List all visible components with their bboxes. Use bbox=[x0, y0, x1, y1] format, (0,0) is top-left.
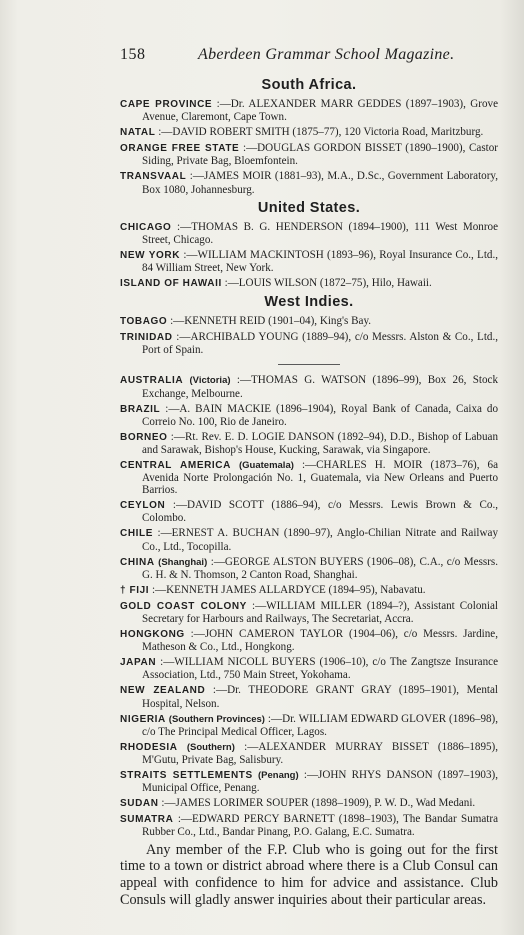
consul-details: :—Dr. WILLIAM EDWARD GLOVER (1896–98), c/o The Principal Medical Officer, Lagos. bbox=[142, 712, 499, 738]
consul-entry bbox=[120, 221, 498, 246]
consul-entry bbox=[120, 584, 498, 597]
place-name: ISLAND OF HAWAII bbox=[120, 278, 222, 290]
page-header bbox=[120, 46, 500, 64]
consul-details: :—Rt. Rev. E. D. LOGIE DANSON (1892–94), D.D., Bishop of Labuan and Sarawak, Bishop's House, Kucking, Sarawak, via Singapore. bbox=[142, 430, 498, 456]
place-name: NIGERIA bbox=[120, 713, 166, 725]
place-name: NATAL bbox=[120, 127, 156, 139]
running-title: Aberdeen Grammar School Magazine. bbox=[198, 46, 455, 63]
consul-details: :—KENNETH JAMES ALLARDYCE (1894–95), Nabavatu. bbox=[151, 583, 426, 596]
place-qualifier: (Penang) bbox=[257, 770, 299, 782]
place-name: † FIJI bbox=[120, 584, 150, 596]
consul-details: :—ERNEST A. BUCHAN (1890–97), Anglo-Chilian Nitrate and Railway Co., Ltd., Tocopilla. bbox=[142, 527, 498, 553]
consul-entry bbox=[120, 713, 498, 738]
place-name: CHICAGO bbox=[120, 221, 172, 233]
place-name: AUSTRALIA bbox=[120, 375, 184, 387]
place-name: CAPE PROVINCE bbox=[120, 99, 213, 110]
place-name: RHODESIA bbox=[120, 741, 178, 753]
place-qualifier: (Guatemala) bbox=[238, 459, 294, 471]
place-name: HONGKONG bbox=[120, 629, 185, 641]
consul-details: :—ARCHIBALD YOUNG (1889–94), c/o Messrs. Alston & Co., Ltd., Port of Spain. bbox=[142, 331, 498, 357]
place-qualifier: (Victoria) bbox=[189, 375, 231, 387]
consul-details: :—DAVID SCOTT (1886–94), c/o Messrs. Lewis Brown & Co., Colombo. bbox=[142, 499, 498, 525]
consul-entry bbox=[120, 656, 498, 681]
place-qualifier: (Southern) bbox=[186, 741, 235, 753]
consul-entry bbox=[120, 628, 498, 653]
consul-entry bbox=[120, 170, 498, 195]
consul-details: :—EDWARD PERCY BARNETT (1898–1903), The Bandar Sumatra Rubber Co., Ltd., Bandar Pinang, P.O. Galang, E.C. Sumatra. bbox=[142, 813, 498, 839]
consul-entry bbox=[120, 797, 498, 810]
section-title: South Africa. bbox=[261, 77, 357, 93]
place-name: NEW ZEALAND bbox=[120, 685, 206, 697]
consul-entry bbox=[120, 813, 498, 838]
consul-entry bbox=[120, 374, 498, 399]
consul-entry bbox=[120, 459, 498, 496]
consul-entry bbox=[120, 249, 498, 274]
consul-details: :—DAVID ROBERT SMITH (1875–77), 120 Victoria Road, Maritzburg. bbox=[158, 126, 484, 139]
place-name: TRANSVAAL bbox=[120, 171, 187, 183]
consul-details: :—KENNETH REID (1901–04), King's Bay. bbox=[170, 315, 372, 328]
consul-details: :—JOHN CAMERON TAYLOR (1904–06), c/o Messrs. Jardine, Matheson & Co., Ltd., Hongkong. bbox=[142, 628, 498, 654]
consul-details: :—WILLIAM MACKINTOSH (1893–96), Royal Insurance Co., Ltd., 84 William Street, New York. bbox=[142, 248, 499, 274]
place-name: TOBAGO bbox=[120, 316, 168, 328]
consul-details: :—A. BAIN MACKIE (1896–1904), Royal Bank of Canada, Caixa do Correio No. 100, Rio de Janeiro. bbox=[142, 402, 498, 428]
consul-entry bbox=[120, 277, 498, 290]
consul-details: :—DOUGLAS GORDON BISSET (1890–1900), Castor Siding, Private Bag, Bloemfontein. bbox=[142, 142, 498, 168]
consul-entry bbox=[120, 126, 498, 139]
place-name: TRINIDAD bbox=[120, 332, 173, 344]
consul-details: :—ALEXANDER MURRAY BISSET (1886–1895), M'Gutu, Private Bag, Salisbury. bbox=[142, 740, 499, 766]
consul-entry bbox=[120, 403, 498, 428]
consul-entry bbox=[120, 741, 498, 766]
place-name: NEW YORK bbox=[120, 249, 181, 261]
consul-details: :—WILLIAM MILLER (1894–?), Assistant Colonial Secretary for Harbours and Railways, The Secretariat, Accra. bbox=[142, 599, 498, 625]
section-divider bbox=[278, 364, 340, 365]
place-name: SUMATRA bbox=[120, 814, 174, 826]
place-name: CHINA bbox=[120, 556, 155, 568]
place-name: BRAZIL bbox=[120, 403, 161, 415]
consul-details: :—JAMES LORIMER SOUPER (1898–1909), P. W. D., Wad Medani. bbox=[161, 797, 476, 810]
consul-entry bbox=[120, 431, 498, 456]
place-qualifier: (Southern Provinces) bbox=[168, 713, 265, 725]
consul-entry bbox=[120, 315, 498, 328]
section-title: United States. bbox=[257, 199, 361, 216]
other-consuls bbox=[120, 374, 498, 838]
consul-details: :—THOMAS B. G. HENDERSON (1894–1900), 111 West Monroe Street, Chicago. bbox=[142, 220, 498, 246]
consul-details: :—CHARLES H. MOIR (1873–76), 6a Avenida Norte Prolongación No. 1, Guatemala, via New Orleans and Puerto Barrios. bbox=[142, 458, 499, 497]
consul-details: :—WILLIAM NICOLL BUYERS (1906–10), c/o The Zangtsze Insurance Association, Ltd., 750 Main Street, Yokohama. bbox=[142, 656, 498, 682]
consul-details: :—GEORGE ALSTON BUYERS (1906–08), C.A., c/o Messrs. G. H. & N. Thomson, 2 Canton Road, Shanghai. bbox=[142, 555, 498, 581]
place-name: GOLD COAST COLONY bbox=[120, 600, 247, 612]
closing-paragraph: Any member of the F.P. Club who is going out for the first time to a town or district abroad where there is a Club Consul can appeal with confidence to him for advice and assistance. Club Consuls will gladly answer inquiries about their particular areas. bbox=[120, 841, 498, 908]
consul-details: :—Dr. ALEXANDER MARR GEDDES (1897–1903), Grove Avenue, Claremont, Cape Town. bbox=[142, 98, 499, 124]
consul-entry bbox=[120, 769, 498, 794]
consul-entry bbox=[120, 600, 498, 625]
place-name: CENTRAL AMERICA bbox=[120, 459, 231, 471]
place-name: ORANGE FREE STATE bbox=[120, 143, 240, 155]
place-name: CEYLON bbox=[120, 500, 166, 512]
consul-details: :—JAMES MOIR (1881–93), M.A., D.Sc., Government Laboratory, Box 1080, Johannesburg. bbox=[142, 170, 499, 196]
place-name: CHILE bbox=[120, 528, 153, 540]
consul-entry bbox=[120, 556, 498, 581]
consul-entry bbox=[120, 142, 498, 167]
consul-entry bbox=[120, 684, 498, 709]
place-name: BORNEO bbox=[120, 431, 168, 443]
consul-entry bbox=[120, 527, 498, 552]
place-name: STRAITS SETTLEMENTS bbox=[120, 770, 253, 782]
place-name: JAPAN bbox=[120, 657, 157, 669]
place-qualifier: (Shanghai) bbox=[158, 556, 208, 568]
page-number: 158 bbox=[120, 46, 146, 63]
consuls-list bbox=[120, 76, 498, 909]
consul-details: :—THOMAS G. WATSON (1896–99), Box 26, Stock Exchange, Melbourne. bbox=[142, 374, 498, 400]
consul-entry bbox=[120, 98, 498, 123]
place-name: SUDAN bbox=[120, 798, 159, 810]
consul-entry bbox=[120, 331, 498, 356]
consul-details: :—LOUIS WILSON (1872–75), Hilo, Hawaii. bbox=[224, 277, 432, 290]
consul-entry bbox=[120, 499, 498, 524]
section-title: West Indies. bbox=[264, 294, 354, 311]
regional-sections bbox=[120, 76, 498, 356]
consul-details: :—JOHN RHYS DANSON (1897–1903), Municipal Office, Penang. bbox=[142, 769, 498, 795]
consul-details: :—Dr. THEODORE GRANT GRAY (1895–1901), Mental Hospital, Nelson. bbox=[142, 684, 498, 710]
